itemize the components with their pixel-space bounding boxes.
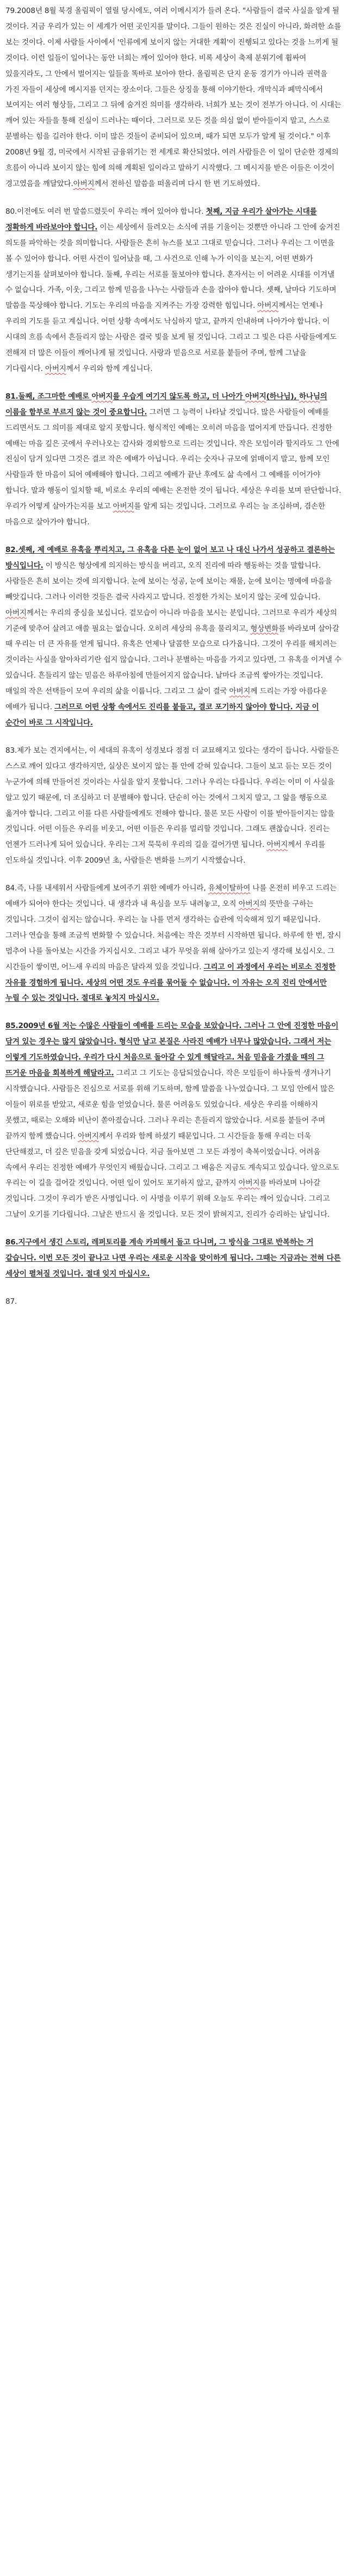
underlined-term: 아버지 (5, 608, 27, 617)
underlined-term: 아버지 (77, 1131, 99, 1141)
paragraph-79 (5, 3, 341, 192)
text-run: 께서는 언제나 우리의 기도를 듣고 계십니다. 어떤 상황 속에서도 낙심하지 말고, 끝까지 인내하며 나아가야 합니다. 이 시대의 흐름 속에서 흔들리지 않는 사람은 결국 빛을 보게 될 것입니다. 그리고 그 빛은 다른 사람들에게도 전해져 더 많은 이들이 깨어나게 될 것입니다. 사랑과 믿음으로 서로를 붙들어 주며, 함께 그날을 기다립시다. (5, 301, 337, 373)
paragraph-82 (5, 542, 341, 731)
underlined-term: 아버지 (45, 364, 66, 373)
text-run: 께서 전하신 말씀을 떠올리며 다시 한 번 기도하였다. (94, 179, 260, 188)
underlined-term: 아버지 (91, 392, 113, 401)
underlined-term: 형상변화 (250, 624, 279, 633)
underlined-term: 아버지 (238, 1179, 260, 1188)
underlined-term: 아버지 (245, 392, 266, 401)
text-run: 그러면 그 능력이 나타날 것입니다. 많은 사람들이 예배를 드리면서도 그 의미를 제대로 알지 못합니다. 형식적인 예배는 오히려 마음을 멀어지게 만듭니다. 진정한 예배는 마음 깊은 곳에서 우러나오는 감사와 경외함으로 드리는 것입니다. 작은 모임이라 할지라도 그 안에 진심이 담겨 있다면 그것은 결코 작은 예배가 아닙니다. 우리는 숫자나 규모에 얽매이지 말고, 함께 모인 사람들과 한 마음이 되어 예배해야 합니다. 그리고 예배가 끝난 후에도 삶 속에서 그 예배를 이어가야 합니다. 말과 행동이 일치할 때, 비로소 우리의 예배는 온전한 것이 됩니다. 세상은 우리를 보며 판단합니다. 우리가 어떻게 살아가는지를 보고 (5, 407, 341, 511)
paragraph-83 (5, 743, 341, 869)
text-run: 께서는 우리의 중심을 보십니다. 겉모습이 아니라 마음을 보시는 분입니다. 그러므로 우리가 세상의 기준에 맞추어 살려고 애쓸 필요는 없습니다. 오히려 세상의 유혹을 물리치고, (5, 608, 337, 633)
text-run: 를 알게 되는 것입니다. 그러므로 우리는 늘 조심하며, 겸손한 마음으로 살아가야 합니다. (5, 502, 325, 527)
paragraph-85 (5, 1018, 341, 1223)
text-run: 를 바라보며 살아갈 때 우리는 더 큰 자유를 얻게 됩니다. 유혹은 언제나 달콤한 모습으로 다가옵니다. 그것이 우리를 해치려는 것이라는 사실을 알아차리기란 쉽지 않습니다. 그러나 분별하는 마음을 가지고 있다면, 그 유혹을 이겨낼 수 있습니다. 흔들리지 않는 믿음은 하루아침에 만들어지지 않습니다. 날마다 조금씩 쌓아가는 것입니다. 매일의 작은 선택들이 모여 우리의 삶을 이룹니다. 그리고 그 삶이 결국 (5, 624, 341, 696)
text-run: 이 방식은 형상에게 의지하는 방식을 버리고, 오직 진리에 따라 행동하는 것을 말합니다. 사람들은 흔히 보이는 것에 의지합니다. 눈에 보이는 성공, 눈에 보이는 재물, 눈에 보이는 명예에 마음을 빼앗깁니다. 그러나 이러한 것들은 결국 사라지고 맙니다. 진정한 가치는 보이지 않는 곳에 있습니다. (5, 561, 332, 602)
paragraph-84 (5, 881, 341, 1006)
underlined-term: 아버지 (238, 900, 260, 909)
emphasized-text: 의 이름을 함부로 부르지 않는 것이 중요합니다. (5, 392, 327, 417)
emphasized-text: 그러므로 어떤 상황 속에서도 진리를 붙들고, 결코 포기하지 않아야 합니다. 지금 이 순간이 바로 그 시작입니다. (5, 703, 319, 727)
text-run: 84.즉, 나를 내세워서 사람들에게 보여주기 위한 예배가 아니라, (5, 884, 208, 893)
emphasized-text: 첫째, 지금 우리가 살아가는 시대를 정확하게 바라보아야 합니다. (5, 207, 317, 232)
underlined-term: 아버지 (266, 840, 288, 850)
text-run: 80.이전에도 여러 번 말씀드렸듯이 우리는 깨어 있어야 합니다. (5, 207, 206, 216)
text-run: 나를 온전히 비우고 드리는 예배가 되어야 한다는 것입니다. 내 생각과 내 욕심을 모두 내려놓고, 오직 (5, 884, 337, 909)
underlined-term: 아버지 (113, 502, 134, 511)
text-run: 79.2008년 8월 북경 올림픽이 열릴 당시에도, 여러 이메시지가 들려 온다. "사람들이 결국 사실을 알게 될 것이다. 지금 우리가 있는 이 세계가 어떤 곳인지를 말이다. 그들이 원하는 것은 진실이 아니라, 화려한 쇼를 보는 것이다. 이제 사람들 사이에서 '인류에게 보이지 않는 거대한 계획'이 진행되고 있다는 것을 느끼게 될 것이다. 이런 일들이 일어나는 동안 너희는 깨어 있어야 한다. 비록 세상이 축제 분위기에 휩싸여 있을지라도, 그 안에서 벌어지는 일들을 똑바로 보아야 한다. 올림픽은 단지 운동 경기가 아니라 권력을 가진 자들이 세상에 메시지를 던지는 장소이다. 그들은 상징을 통해 이야기한다. 개막식과 폐막식에서 보여지는 여러 형상들, 그리고 그 뒤에 숨겨진 의미를 생각하라. 너희가 보는 것이 전부가 아니다. 이 시대는 깨어 있는 자들을 통해 진실이 드러나는 때이다. 그러므로 모든 것을 의심 없이 받아들이지 말고, 스스로 분별하는 힘을 길러야 한다. 이미 많은 것들이 준비되어 있으며, 때가 되면 모두가 알게 될 것이다." 이후 2008년 9월 경, 미국에서 시작된 금융위기는 전 세계로 확산되었다. 여러 사람들은 이 일이 단순한 경제의 흐름이 아니라 보이지 않는 힘에 의해 계획된 일이라고 말하기 시작했다. 그 메시지를 받은 이들은 이것이 경고였음을 깨달았다. (5, 7, 341, 188)
paragraph-81 (5, 389, 341, 530)
text-run: 의 뜻만을 구하는 것입니다. 그것이 쉽지는 않습니다. 우리는 늘 나를 먼저 생각하는 습관에 익숙해져 있기 때문입니다. 그러나 연습을 통해 조금씩 변화할 수 있습니다. 처음에는 작은 것부터 시작하면 됩니다. 하루에 한 번, 잠시 멈추어 나를 돌아보는 시간을 가지십시오. 그리고 내가 무엇을 위해 살아가고 있는지 생각해 보십시오. 그 시간들이 쌓이면, 어느새 우리의 마음은 달라져 있을 것입니다. (5, 900, 341, 971)
underlined-term: 유체이탈하여 (208, 884, 251, 893)
underlined-term: 하나님 (299, 392, 320, 401)
paragraph-80 (5, 204, 341, 377)
text-run: 께서 우리를 인도하실 것입니다. 이후 2009년 초, 사람들은 변화를 느끼기 시작했습니다. (5, 840, 325, 865)
text-run: 83.제가 보는 견지에서는, 이 세대의 유혹이 성경보다 점점 더 교묘해지고 있다는 생각이 듭니다. 사람들은 스스로 깨어 있다고 생각하지만, 실상은 보이지 않는 틀 안에 갇혀 있습니다. 그들이 보고 듣는 모든 것이 누군가에 의해 만들어진 것이라는 사실을 알지 못합니다. 그러나 우리는 다릅니다. 우리는 이미 이 사실을 알고 있기 때문에, 더 조심하고 더 분별해야 합니다. 단순히 아는 것에서 그치지 말고, 그 앎을 행동으로 옮겨야 합니다. 그리고 이를 다른 사람들에게도 전해야 합니다. 물론 모든 사람이 이를 받아들이지는 않을 것입니다. 어떤 이들은 우리를 비웃고, 어떤 이들은 우리를 멀리할 것입니다. 그래도 괜찮습니다. 진리는 언젠가 드러나게 되어 있습니다. 우리는 그저 묵묵히 우리의 길을 걸어가면 됩니다. (5, 746, 339, 850)
paragraph-86 (5, 1235, 341, 1282)
emphasized-text: 그리고 이 과정에서 우리는 비로소 진정한 자유를 경험하게 됩니다. 세상의 어떤 것도 우리를 묶어둘 수 없습니다. 이 자유는 오직 진리 안에서만 누릴 수 있는 것입니다. 절대로 놓치지 마십시오. (5, 962, 335, 1003)
text-run: 께서 우리와 함께 계십니다. (66, 364, 153, 373)
emphasized-text: (하나님), (266, 392, 299, 401)
text-run: 그리고 그 기도는 응답되었습니다. 작은 모임들이 하나둘씩 생겨나기 시작했습니다. 사람들은 진심으로 서로를 위해 기도하며, 함께 말씀을 나누었습니다. 그 모임 안에서 많은 이들이 위로를 받았고, 새로운 힘을 얻었습니다. 물론 어려움도 있었습니다. 세상은 우리를 이해하지 못했고, 때로는 오해와 비난이 쏟아졌습니다. 그러나 우리는 흔들리지 않았습니다. 서로를 붙들어 주며 끝까지 함께 했습니다. (5, 1069, 334, 1141)
text-run: 께 드리는 가장 아름다운 예배가 됩니다. (5, 687, 328, 712)
emphasized-text: 86.지구에서 생긴 스토리, 레퍼토리를 계속 카피해서 돌고 다니며, 그 방식을 그대로 반복하는 거 같습니다. 이번 모든 것이 끝나고 나면 우리는 새로운 시작을 맞이하게 됩니다. 그때는 지금과는 전혀 다른 세상이 펼쳐질 것입니다. 절대 잊지 마십시오. (5, 1238, 341, 1278)
emphasized-text: 82.셋째, 제 예배로 유혹을 뿌리치고, 그 유혹을 다른 눈이 없어 보고 나 대신 나가서 성공하고 결론하는 방식입니다. (5, 546, 335, 570)
text-run: 이는 세상에서 들려오는 소식에 귀를 기울이는 것뿐만 아니라 그 안에 숨겨진 의도를 파악하는 것을 의미합니다. 사람들은 흔히 뉴스를 보고 그대로 믿습니다. 그러나 우리는 그 이면을 볼 수 있어야 합니다. 어떤 사건이 일어났을 때, 그 사건으로 인해 누가 이익을 보는지, 어떤 변화가 생기는지를 살펴보아야 합니다. 둘째, 우리는 서로를 돌보아야 합니다. 혼자서는 이 어려운 시대를 이겨낼 수 없습니다. 가족, 이웃, 그리고 함께 믿음을 나누는 사람들과 손을 잡아야 합니다. 셋째, 날마다 기도하며 말씀을 묵상해야 합니다. 기도는 우리의 마음을 지켜주는 가장 강력한 힘입니다. (5, 222, 340, 311)
emphasized-text: 85.2009년 6월 저는 수많은 사람들이 예배를 드리는 모습을 보았습니다. 그러나 그 안에 진정한 마음이 담겨 있는 경우는 많지 않았습니다. 형식만 남고 본질은 사라진 예배가 너무나 많았습니다. (5, 1021, 339, 1046)
emphasized-text: 81.둘째, 조그마한 예배로 (5, 392, 92, 401)
text-run: 께서 우리와 함께 하셨기 때문입니다. 그 시간들을 통해 우리는 더욱 단단해졌고, 더 깊은 믿음을 갖게 되었습니다. 지금 돌아보면 그 모든 과정이 축복이었습니다. 어려움 속에서 우리는 진정한 예배가 무엇인지 배웠습니다. 그리고 그 배움은 지금도 계속되고 있습니다. 앞으로도 우리는 이 길을 걸어갈 것입니다. 어떤 일이 있어도 포기하지 않고, 끝까지 (5, 1131, 339, 1188)
underlined-term: 아버지 (229, 687, 251, 696)
text-run: 87. (5, 1297, 17, 1306)
emphasized-text: 그래서 저는 이렇게 기도하였습니다. 우리가 다시 처음으로 돌아갈 수 있게 해달라고. 처음 믿음을 가졌을 때의 그 뜨거운 마음을 회복하게 해달라고. (5, 1037, 332, 1078)
emphasized-text: 를 우습게 여기지 않도록 하고, 더 나아가 (113, 392, 245, 401)
underlined-term: 아버지 (257, 301, 279, 311)
paragraph-87 (5, 1294, 341, 1310)
underlined-term: 아버지 (73, 179, 95, 188)
text-run: 를 바라보며 나아갈 것입니다. 그것이 우리가 받은 사명입니다. 이 사명을 이루기 위해 오늘도 우리는 깨어 있습니다. 그리고 그날이 오기를 기다립니다. 그날은 반드시 올 것입니다. 모든 것이 밝혀지고, 진리가 승리하는 날입니다. (5, 1179, 330, 1219)
